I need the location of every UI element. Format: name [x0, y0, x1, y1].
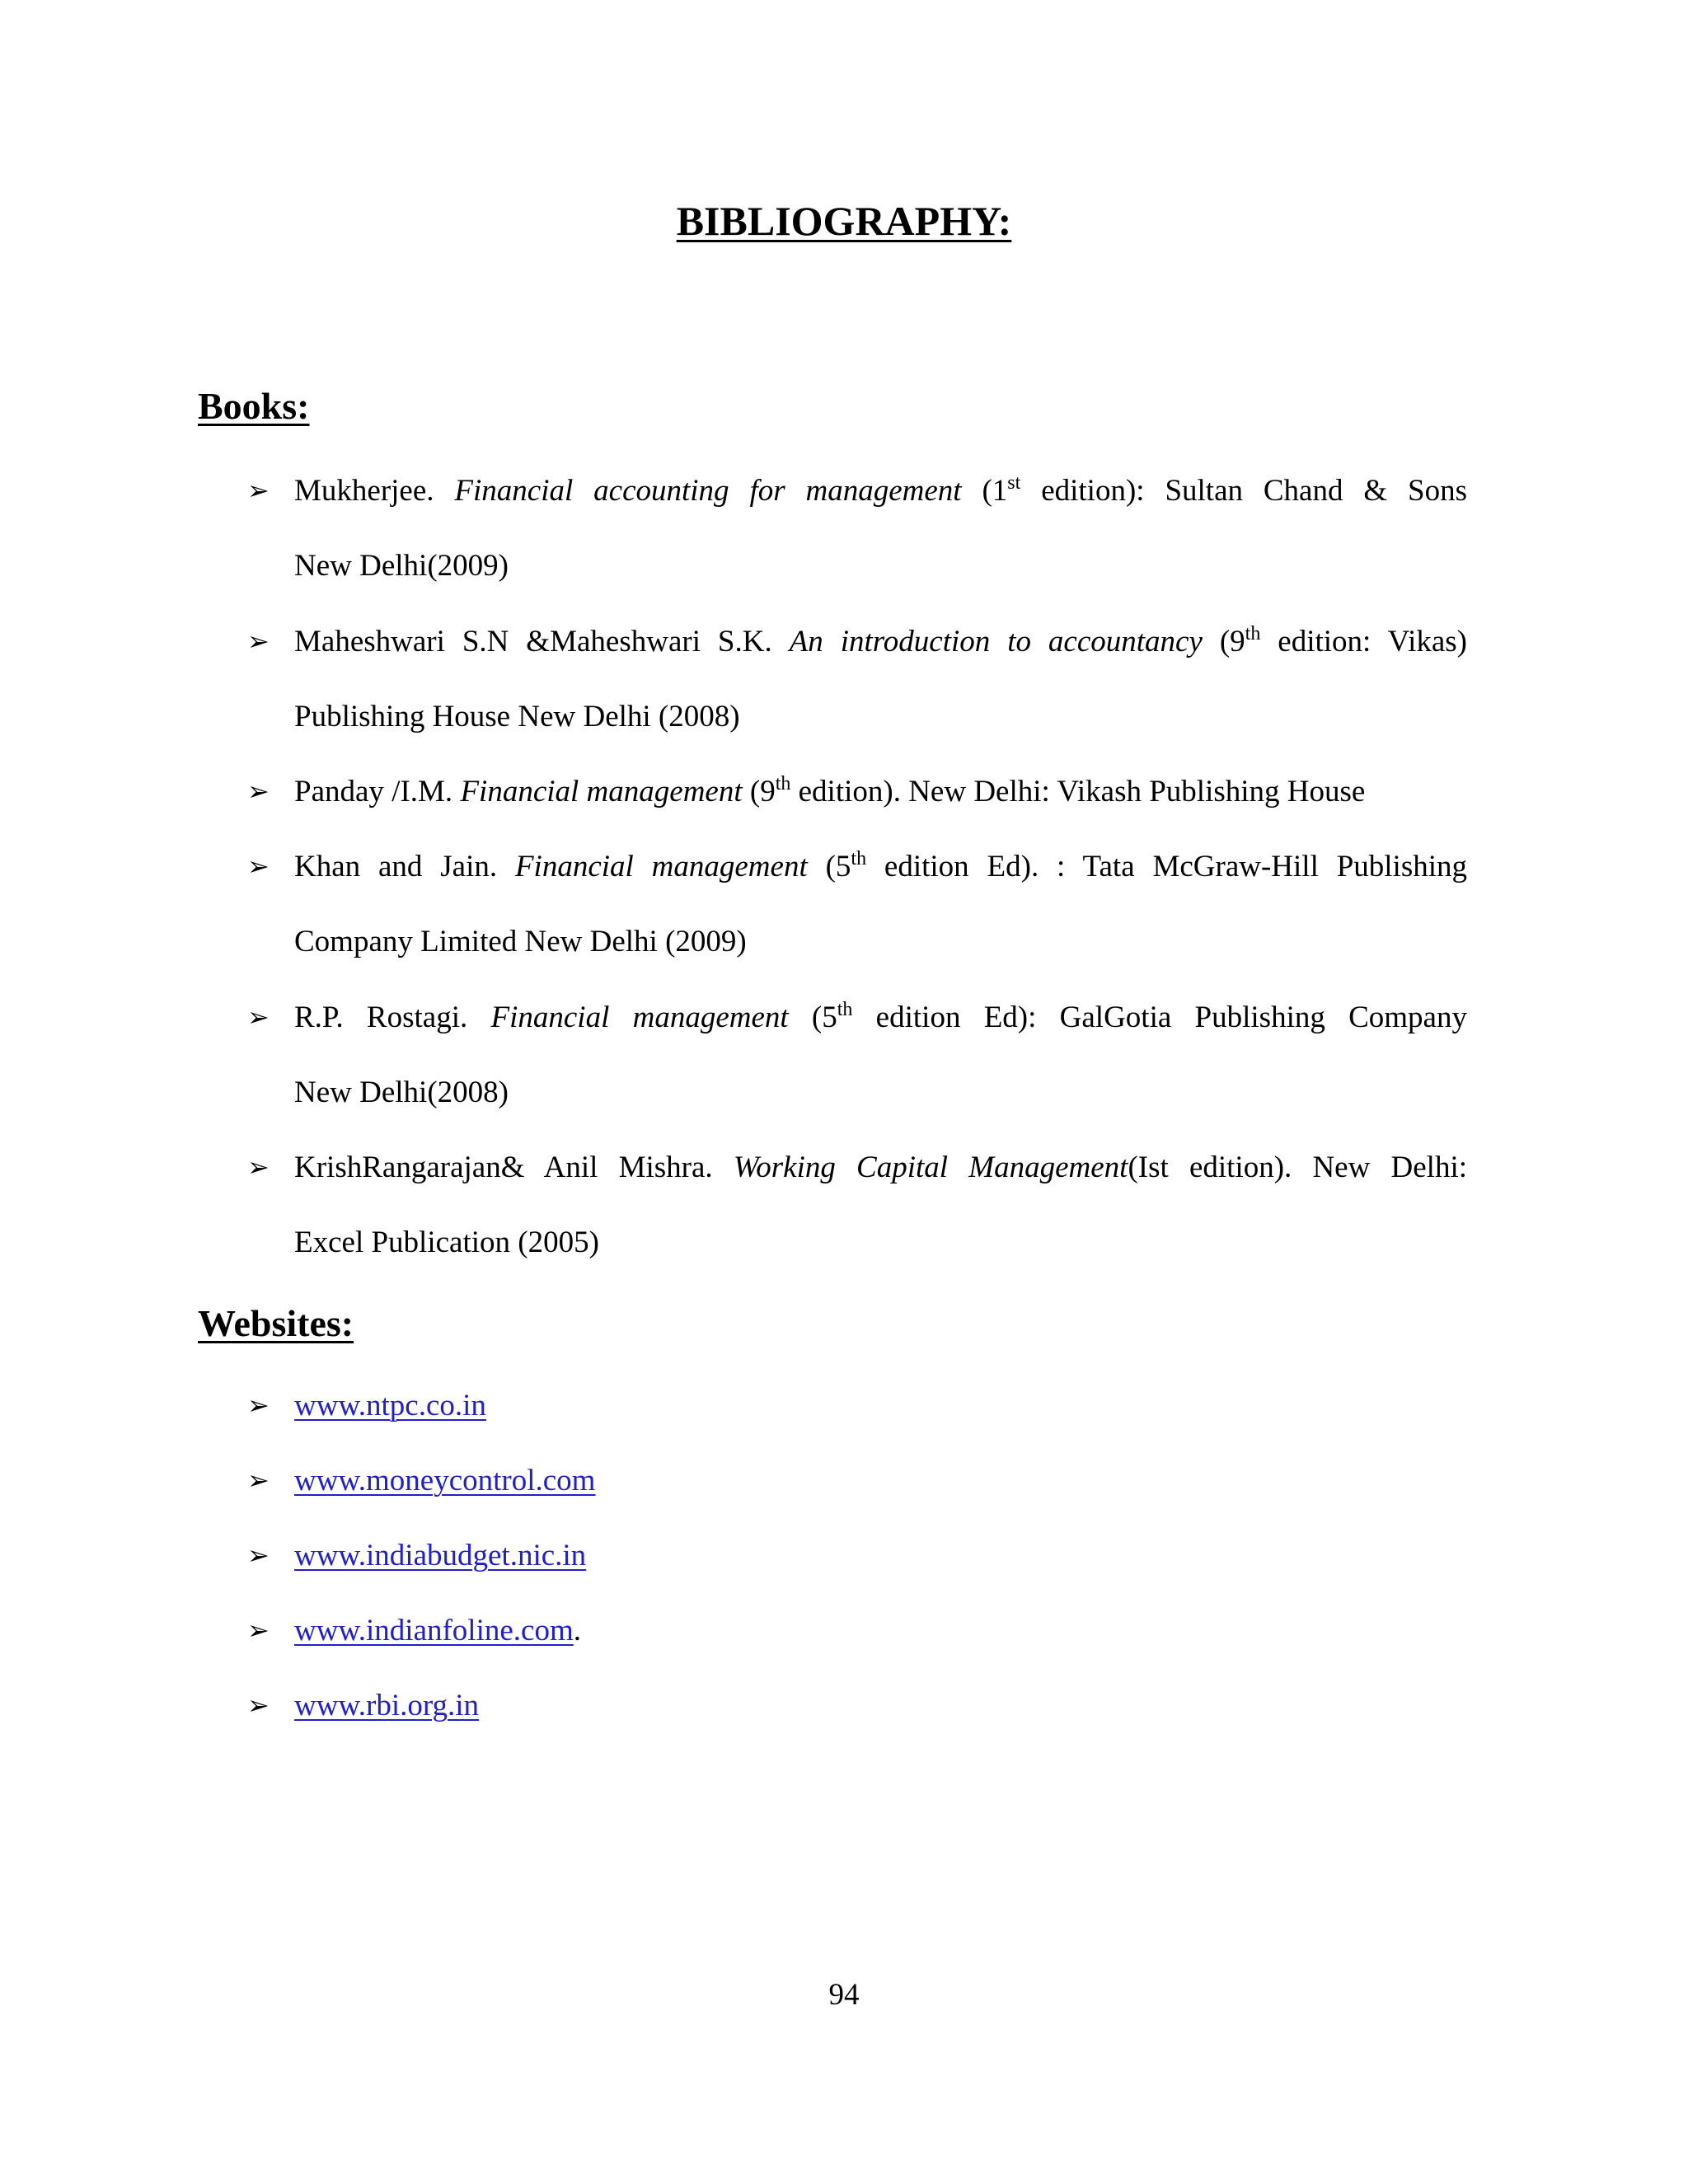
ordinal-suffix: th [775, 773, 791, 794]
book-publisher-line: Publishing House New Delhi (2008) [294, 700, 740, 733]
book-title: Financial management [460, 775, 743, 808]
arrow-bullet-icon: ➢ [247, 1615, 270, 1646]
book-publisher-line: Excel Publication (2005) [294, 1226, 599, 1259]
arrow-bullet-icon: ➢ [247, 1540, 270, 1571]
book-author: R.P. Rostagi. [294, 1001, 491, 1034]
page-number: 94 [828, 1978, 860, 2012]
arrow-bullet-icon: ➢ [247, 1151, 270, 1183]
book-edition: (9 [742, 775, 776, 808]
website-entry-2 [247, 1443, 1467, 1518]
page-title: BIBLIOGRAPHY: [676, 198, 1012, 244]
arrow-bullet-icon: ➢ [247, 1001, 270, 1033]
book-title: Working Capital Management [733, 1151, 1128, 1184]
book-author: Panday /I.M. [294, 775, 461, 808]
arrow-bullet-icon: ➢ [247, 475, 270, 506]
website-entry-3 [247, 1518, 1467, 1593]
book-title: An introduction to accountancy [789, 625, 1203, 658]
book-author: KrishRangarajan& Anil Mishra. [294, 1151, 734, 1184]
book-publisher: (Ist edition). New Delhi: [1128, 1151, 1467, 1184]
website-link-indianfoline[interactable]: www.indianfoline.com [294, 1614, 574, 1647]
arrow-bullet-icon: ➢ [247, 1390, 270, 1421]
website-link-moneycontrol[interactable]: www.moneycontrol.com [294, 1464, 596, 1497]
book-author: Mukherjee. [294, 474, 455, 508]
book-edition: (1 [961, 474, 1008, 508]
book-entry-5 [247, 980, 1467, 1130]
website-link-indiabudget[interactable]: www.indiabudget.nic.in [294, 1539, 587, 1572]
book-entry-6 [247, 1130, 1467, 1280]
ordinal-suffix: th [851, 848, 867, 869]
ordinal-suffix: th [1245, 623, 1261, 644]
website-link-ntpc[interactable]: www.ntpc.co.in [294, 1389, 486, 1422]
website-entry-4 [247, 1593, 1467, 1668]
book-publisher: edition Ed): GalGotia Publishing Company [852, 1001, 1467, 1034]
book-entry-1 [247, 453, 1467, 603]
book-edition: (9 [1202, 625, 1245, 658]
arrow-bullet-icon: ➢ [247, 776, 270, 807]
website-entry-5 [247, 1668, 1467, 1743]
arrow-bullet-icon: ➢ [247, 851, 270, 882]
ordinal-suffix: th [837, 999, 853, 1020]
book-edition: (5 [807, 850, 851, 883]
book-author: Khan and Jain. [294, 850, 515, 883]
books-heading: Books: [198, 385, 310, 427]
book-publisher-line: New Delhi(2008) [294, 1076, 509, 1109]
book-entry-4 [247, 829, 1467, 979]
book-edition: (5 [788, 1001, 837, 1034]
book-publisher: edition: Vikas) [1260, 625, 1467, 658]
book-title: Financial accounting for management [454, 474, 962, 508]
book-publisher: edition Ed). : Tata McGraw-Hill Publishing [866, 850, 1468, 883]
ordinal-suffix: st [1007, 472, 1021, 494]
link-trail: . [573, 1614, 581, 1647]
book-entry-3 [247, 754, 1467, 829]
book-publisher: edition). New Delhi: Vikash Publishing House [790, 775, 1366, 808]
arrow-bullet-icon: ➢ [247, 1465, 270, 1496]
book-publisher-line: Company Limited New Delhi (2009) [294, 925, 747, 958]
arrow-bullet-icon: ➢ [247, 1690, 270, 1721]
book-publisher: edition): Sultan Chand & Sons [1020, 474, 1468, 508]
book-title: Financial management [490, 1001, 789, 1034]
websites-heading: Websites: [198, 1302, 354, 1344]
website-link-rbi[interactable]: www.rbi.org.in [294, 1689, 480, 1722]
book-publisher-line: New Delhi(2009) [294, 549, 509, 583]
website-entry-1 [247, 1368, 1467, 1443]
book-author: Maheshwari S.N &Maheshwari S.K. [294, 625, 790, 658]
book-entry-2 [247, 604, 1467, 754]
arrow-bullet-icon: ➢ [247, 626, 270, 657]
book-title: Financial management [514, 850, 808, 883]
